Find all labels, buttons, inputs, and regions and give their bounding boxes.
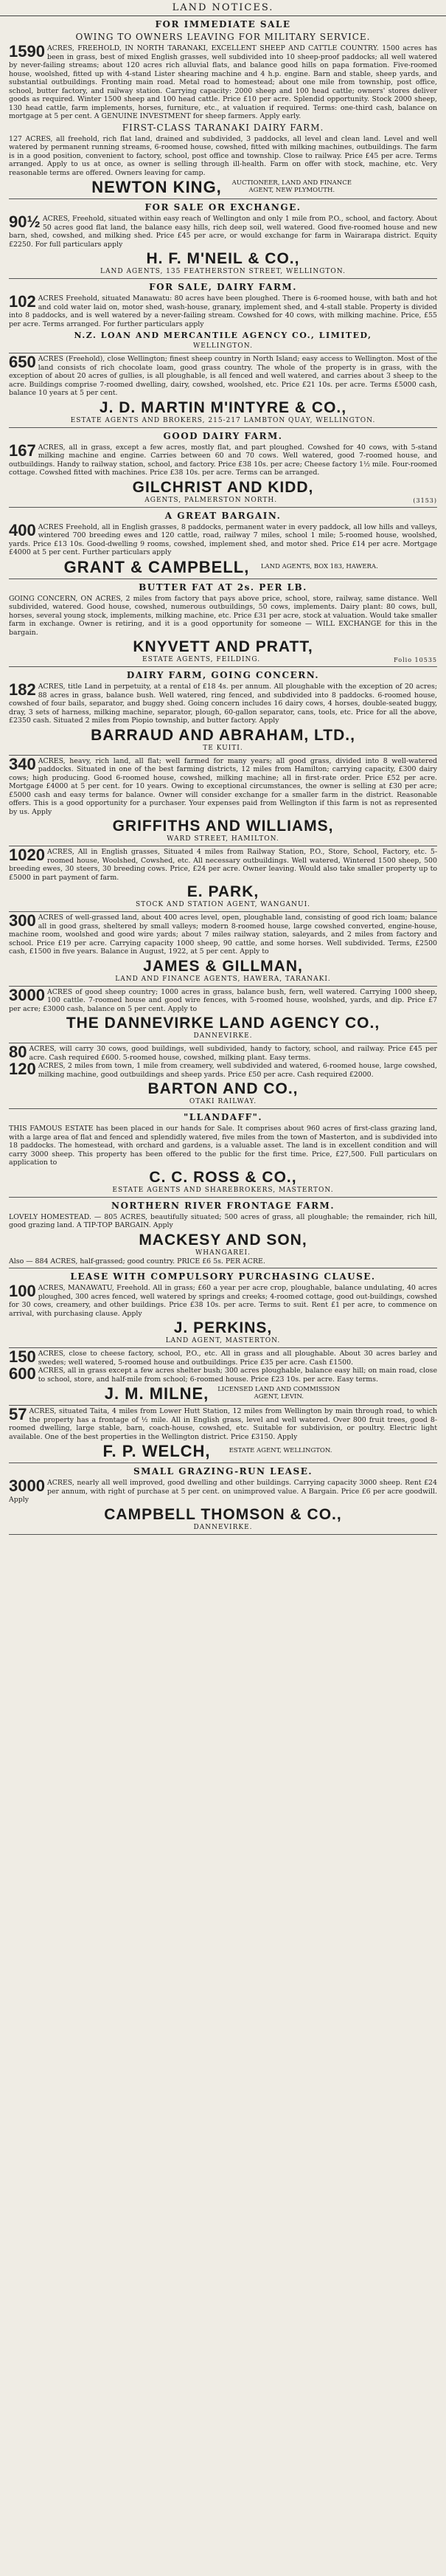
ad-body [9, 757, 437, 817]
ad-body [9, 294, 437, 328]
ad-body [9, 1364, 437, 1384]
ad-body [9, 1062, 437, 1079]
acreage-figure: 300 [9, 912, 36, 930]
agent-name: F. P. WELCH, [102, 1442, 211, 1460]
acreage-figure: 120 [9, 1060, 36, 1078]
agent-address: LAND AGENTS, 135 FEATHERSTON STREET, WELLINGTON. [100, 268, 346, 275]
ad-body [9, 680, 437, 725]
ad-body [9, 595, 437, 638]
ad-body [9, 520, 437, 557]
agent-address: OTAKI RAILWAY. [189, 1098, 257, 1105]
ad-heading: OWING TO OWNERS LEAVING FOR MILITARY SERVICE. [75, 32, 371, 42]
ad-text: ACRES of well-grassed land, about 400 acres level, open, ploughable land, consisting of good rich loam; balance all in good grass, sheltered by small valleys; modern 8-roomed house, large cowshed converted, engine-house, machine room, woolshed and good wire yards; about 7 miles railway station, saleyards, and 2 miles from factory and school. Price £19 per acre. Carrying capacity 1000 sheep, 90 cattle, and some horses. Well subdivided. Terms, £2500 cash, £1500 in five years. Balance in August, 1922, at 5 per cent. Apply to [9, 914, 437, 956]
ad-text: LOVELY HOMESTEAD. — 805 ACRES, beautifully situated; 500 acres of grass, all ploughable; the remainder, rich hill, good grazing land. A TIP-TOP BARGAIN. Apply [9, 1212, 437, 1229]
land-advertisement [9, 508, 437, 579]
land-advertisement [9, 1109, 437, 1198]
ad-body [9, 443, 437, 477]
agent-address: ESTATE AGENTS AND BROKERS, 215-217 LAMBTON QUAY, WELLINGTON. [70, 416, 376, 424]
ad-body [9, 1125, 437, 1167]
ad-text: ACRES, FREEHOLD, IN NORTH TARANAKI, EXCELLENT SHEEP AND CATTLE COUNTRY. 1500 acres has been in grass, best of mixed English grasses, well subdivided into 10 sheep-proof paddocks; all well watered by never-failing streams; about 120 acres rich alluvial flats, and balance good hills on papa formation. Five-roomed house, woolshed, fitted up with 4-stand Lister shearing machine and 4 h.p. engine. Barn and stable, sheep yards, and substantial outbuildings. Fronting main road. Metal road to homestead; about one mile from township, post office, school, butter factory, and railway station. Carrying capacity: 2000 sheep and 100 head cattle; owners' stores deliver goods as required. Winter 1500 sheep and 100 head cattle. Price £10 per acre. Splendid opportunity. Stock 2000 sheep, 130 head cattle, farm implements, horses, furniture, etc., at valuation if required. Terms: one-third cash, balance on mortgage at 5 per cent. A GENUINE INVESTMENT for sheep farmers. Apply early. [9, 44, 437, 120]
ad-body [9, 848, 437, 882]
ad-body: 127 ACRES, all freehold, rich flat land, drained and subdivided, 3 paddocks, all level and clean land. Level and well watered by permanent running streams, 6-roomed house, cowshed, fitted with milking machines, outbuildings. The farm is in a good position, convenient to factory, school, post office and township. Close to railway. Price £45 per acre. Terms arranged. Apply to us at once, as owner is selling through ill-health. Farm on offer with stock, machine, etc. Very reasonable terms are offered. Owners leaving for camp. [9, 134, 437, 177]
agent-address: AGENTS, PALMERSTON NORTH. (3153) [144, 496, 437, 504]
ad-subheading: FIRST-CLASS TARANAKI DAIRY FARM. [122, 122, 324, 133]
acreage-figure: 1590 [9, 42, 45, 61]
ad-text: GOING CONCERN, ON ACRES, 2 miles from factory that pays above price, school, store, railway, same distance. Well subdivided, watered. Good house, cowshed, numerous outbuildings, 50 cows, implements. Dairy plant: 80 cows, bull, horses, several young stock, implements, milking machine, etc. Price £31 per acre, stock at valuation. Would take smaller farm in exchange. Owner is retiring, and it is a good opportunity for someone — WILL EXCHANGE for this in the bargain. [9, 594, 437, 637]
agent-address: DANNEVIRKE. [193, 1032, 253, 1040]
agent-name: NEWTON KING, [91, 178, 222, 196]
agent-address: LAND AND FINANCE AGENTS, HAWERA, TARANAKI. [115, 975, 331, 983]
ad-note: Also — 884 ACRES, half-grassed; good country. PRICE £6 5s. PER ACRE. [9, 1257, 265, 1265]
ad-body [9, 44, 437, 121]
acreage-figure: 650 [9, 353, 36, 371]
acreage-figure: 3000 [9, 986, 45, 1004]
land-advertisement [9, 1406, 437, 1463]
ad-heading: GOOD DAIRY FARM. [163, 430, 283, 441]
land-advertisement [9, 199, 437, 279]
acreage-figure: 1020 [9, 846, 45, 864]
ad-text: ACRES, heavy, rich land, all flat; well farmed for many years; all good grass, divided into 8 well-watered paddocks. Situated in one of the best farming districts, 12 miles from Hamilton; carrying capacity, £300 dairy cows; high producing. Good 6-roomed house, cowshed, milking machine; all in first-rate order. Price £52 per acre. Mortgage £4000 at 5 per cent. for 10 years. Owing to exceptional circumstances, the owner is selling at £30 per acre; £5000 cash and easy terms for balance. Owner will consider exchange for a smaller farm in the district. Reasonable offers. This is a good opportunity for a purchaser. Your expenses paid from Wellington if this farm is not as represented by us. Apply [9, 756, 437, 816]
agent-name: CAMPBELL THOMSON & CO., [104, 1505, 342, 1523]
agent-name: JAMES & GILLMAN, [143, 957, 303, 975]
acreage-figure: 80 [9, 1043, 27, 1061]
ad-text: ACRES, nearly all well improved, good dwelling and other buildings. Carrying capacity 3000 sheep. Rent £24 per annum, with right of purchase at 5 per cent. on unimproved value. A Bargain. Price £6 per acre goodwill. Apply [9, 1479, 437, 1504]
land-advertisement [9, 912, 437, 987]
agent-address: ESTATE AGENT, WELLINGTON. [229, 1447, 332, 1454]
ad-heading: FOR SALE, DAIRY FARM. [149, 282, 297, 292]
land-advertisement [9, 987, 437, 1044]
land-advertisement [9, 1268, 437, 1348]
land-advertisement [9, 756, 437, 847]
agent-name: GRANT & CAMPBELL, [63, 557, 250, 576]
acreage-figure: 150 [9, 1348, 36, 1366]
ad-heading: FOR SALE OR EXCHANGE. [144, 202, 302, 213]
agent-name: MACKESY AND SON, [139, 1231, 307, 1249]
agent-address: DANNEVIRKE. [193, 1523, 253, 1531]
agent-address: LAND AGENT, MASTERTON. [165, 1337, 281, 1344]
agent-name: N.Z. LOAN AND MERCANTILE AGENCY CO., LIMITED, [74, 331, 372, 340]
land-advertisement [9, 846, 437, 912]
acreage-figure: 90½ [9, 213, 41, 231]
ad-heading: FOR IMMEDIATE SALE [155, 19, 291, 30]
land-advertisement [9, 16, 437, 199]
ad-heading: BUTTER FAT AT 2s. PER LB. [139, 581, 307, 593]
agent-block [9, 1441, 437, 1460]
agent-name: GILCHRIST AND KIDD, [132, 478, 314, 496]
agent-address: STOCK AND STATION AGENT, WANGANUI. [135, 901, 311, 908]
land-advertisement [9, 353, 437, 428]
agent-address: WARD STREET, HAMILTON. [167, 835, 279, 843]
ad-heading: SMALL GRAZING-RUN LEASE. [133, 1466, 313, 1477]
acreage-figure: 100 [9, 1282, 36, 1300]
ad-text: ACRES, 2 miles from town, 1 mile from creamery, well subdivided and watered, 6-roomed house, large cowshed, milking machine, good outbuildings and sheep yards. Price £50 per acre. Cash required £2000. [38, 1062, 437, 1079]
agent-address: ESTATE AGENTS, FEILDING. Folio 10535 [142, 656, 437, 663]
agent-name: BARRAUD AND ABRAHAM, LTD., [91, 726, 355, 744]
land-advertisement [9, 428, 437, 508]
agent-block [9, 1384, 437, 1403]
classified-column [0, 16, 446, 1535]
agent-name: J. M. MILNE, [104, 1384, 209, 1403]
ad-text: ACRES, title Land in perpetuity, at a rental of £18 4s. per annum. All ploughable with the exception of 20 acres; 88 acres in grass, balance bush. Well watered, ring fenced, and subdivided into 8 paddocks. 6-roomed house, cowshed of four bails, separator, and buggy shed. Going concern includes 16 dairy cows, 4 horses, double-seated buggy, dray, 3 sets of harness, milking machine, separator, plough, 60-gallon separator, cans, tools, etc. Price for all the above, £2350 cash. Situated 2 miles from Piopio township, and butter factory. Apply [9, 683, 437, 725]
ad-body [9, 355, 437, 398]
ad-text: ACRES, will carry 30 cows, good buildings, well subdivided, handy to factory, school, and railway. Price £45 per acre. Cash required £600. 5-roomed house, cowshed, milking plant. Easy terms. [29, 1045, 437, 1062]
ad-body [9, 1479, 437, 1505]
agent-address: AUCTIONEER, LAND AND FINANCE AGENT, NEW PLYMOUTH. [231, 179, 352, 194]
ad-body [9, 1045, 437, 1062]
agent-address: LAND AGENTS, BOX 183, HAWERA. [260, 562, 378, 570]
ad-heading: "LLANDAFF". [183, 1112, 263, 1122]
ad-text: ACRES, MANAWATU, Freehold. All in grass; £60 a year per acre crop, ploughable, balance undulating, 40 acres ploughed, 300 acres fenced, well watered by springs and creeks; 4-roomed cottage, good out-buildings, cowshed for 30 cows, creamery, and other buildings. Price £38 10s. per acre. Terms to suit. Rent £1 per acre, to commence on arrival, with purchasing clause. Apply [9, 1284, 437, 1318]
ad-body [9, 1350, 437, 1367]
acreage-figure: 57 [9, 1406, 27, 1423]
ad-text: THIS FAMOUS ESTATE has been placed in our hands for Sale. It comprises about 960 acres of first-class grazing land, with a large area of flat and fenced and splendidly watered, five miles from the town of Masterton, and is subdivided into 18 paddocks. The homestead, with orchard and gardens, is a valuable asset. The land is in excellent condition and will carry 3000 sheep. This property has been offered to the public for the first time. Price, £27,500. Full particulars on application to [9, 1125, 437, 1167]
ad-body [9, 1407, 437, 1441]
agent-name: J. D. MARTIN M'INTYRE & CO., [99, 398, 347, 416]
agent-name: KNYVETT AND PRATT, [133, 638, 313, 655]
agent-name: E. PARK, [187, 883, 259, 900]
ad-text: ACRES of good sheep country; 1000 acres in grass, balance bush, fern, well watered. Carrying 1000 sheep, 100 cattle. 7-roomed house and good wire fences, with 5-roomed house, woolshed, yards, and dip. Price £7 per acre; £3000 cash, balance on 5 per cent. Apply to [9, 987, 437, 1013]
land-advertisement [9, 1198, 437, 1269]
ad-text: ACRES (Freehold), close Wellington; finest sheep country in North Island; easy access to Wellington. Most of the land consists of rich chocolate loam, good grass country. The whole of the property is in grass, with the exception of about 20 acres of gullies, is all ploughable, is all fenced and well watered, and carries about 3 sheep to the acre. Buildings comprise 7-roomed dwelling, dairy, cowshed, woolshed, etc. Price £21 10s. per acre. Terms £5000 cash, balance 10 years at 5 per cent. [9, 355, 437, 397]
ad-text: ACRES, close to cheese factory, school, P.O., etc. All in grass and all ploughable. About 30 acres barley and swedes; well watered, 5-roomed house and outbuildings. Price £35 per acre. Cash £1500. [38, 1350, 437, 1367]
agent-block [9, 177, 437, 196]
agent-address: ESTATE AGENTS AND SHAREBROKERS, MASTERTON. [112, 1186, 334, 1194]
land-advertisement [9, 667, 437, 756]
agent-block [9, 557, 437, 576]
ad-text: ACRES Freehold, all in English grasses, 8 paddocks, permanent water in every paddock, all low hills and valleys, wintered 700 breeding ewes and 120 cattle, road, railway 7 miles, school 1 mile; 5-roomed house, woolshed, yards. Price £13 10s. Good-dwelling 9 rooms, cowshed, implement shed, and motor shed. Price £14 per acre. Mortgage £4000 at 5 per cent. Further particulars apply [9, 522, 437, 556]
agent-name: J. PERKINS, [173, 1319, 273, 1336]
ad-body [9, 1213, 437, 1230]
land-advertisement [9, 1463, 437, 1535]
agent-name: C. C. ROSS & CO., [149, 1168, 297, 1186]
acreage-figure: 600 [9, 1364, 36, 1383]
acreage-figure: 182 [9, 680, 36, 699]
ad-heading: A GREAT BARGAIN. [164, 510, 282, 521]
ad-body [9, 988, 437, 1014]
ad-body [9, 1284, 437, 1318]
land-advertisement [9, 1043, 437, 1109]
acreage-figure: 167 [9, 441, 36, 460]
agent-address: WHANGAREI. [195, 1249, 251, 1257]
acreage-figure: 340 [9, 755, 36, 773]
ad-text: ACRES, all in grass, except a few acres, mostly flat, and part ploughed. Cowshed for 40 cows, with 5-stand milking machine and engine. Carries between 60 and 70 cows. Well watered, good 7-roomed house, and outbuildings. Handy to railway station, school, and factory. Price £38 10s. per acre; Cheese factory 1½ mile. Four-roomed cottage. Cowshed fitted with machines. Price £38 10s. per acre. Terms can be arranged. [9, 443, 437, 477]
land-advertisement [9, 279, 437, 353]
folio-reference: (3153) [413, 497, 437, 504]
ad-text: ACRES Freehold, situated Manawatu: 80 acres have been ploughed. There is 6-roomed house, with bath and hot and cold water laid on, motor shed, wash-house, granary, implement shed, and 4-stall stable. Property is divided into 8 paddocks, and is well watered by a never-failing stream. Cowshed for 40 cows, with milking machine. Price, £55 per acre. Terms arranged. For further particulars apply [9, 294, 437, 328]
agent-name: H. F. M'NEIL & CO., [146, 250, 300, 267]
ad-heading: DAIRY FARM, GOING CONCERN. [126, 670, 320, 680]
ad-body [9, 914, 437, 956]
agent-address: LICENSED LAND AND COMMISSION AGENT, LEVIN. [217, 1386, 341, 1401]
agent-name: BARTON AND CO., [147, 1080, 299, 1097]
section-masthead: LAND NOTICES. [0, 0, 446, 16]
agent-name: GRIFFITHS AND WILLIAMS, [112, 818, 334, 835]
ad-body [9, 215, 437, 249]
ad-text: ACRES, All in English grasses, Situated 4 miles from Railway Station, P.O., Store, School, Factory, etc. 5-roomed house, Woolshed, Cowshed, etc. All necessary outbuildings. Well watered, Wintered 1500 sheep, 500 breeding ewes, 30 steers, 30 breeding cows. Price, £24 per acre. Owner leaving. Would also take smaller property up to £5000 in part payment of farm. [9, 848, 437, 882]
acreage-figure: 102 [9, 292, 36, 311]
ad-heading: LEASE WITH COMPULSORY PURCHASING CLAUSE. [70, 1271, 376, 1282]
land-advertisement [9, 579, 437, 668]
ad-heading: NORTHERN RIVER FRONTAGE FARM. [111, 1200, 335, 1211]
acreage-figure: 400 [9, 520, 36, 539]
agent-address: TE KUITI. [203, 744, 243, 752]
ad-text: ACRES, situated Taita, 4 miles from Lower Hutt Station, 12 miles from Wellington by main through road, to which the property has a frontage of ½ mile. All in English grass, level and well watered. Over 800 fruit trees, good 8-roomed dwelling, large stable, barn, coach-house, cowshed, etc. Suitable for subdivision, or poultry. Electric light available. One of the best properties in the Wellington district. Price £3150. Apply [9, 1407, 437, 1441]
ad-text: ACRES, Freehold, situated within easy reach of Wellington and only 1 mile from P.O., school, and factory. About 50 acres good flat land, the balance easy hills, rich deep soil, well watered. Good five-roomed house and new barn, shed, cowshed, and milking shed. Price £45 per acre, or would exchange for farm in Wairarapa district. Equity £2250. For full particulars apply [9, 215, 437, 249]
ad-text: ACRES, all in grass except a few acres shelter bush; 300 acres ploughable, balance easy hill; on main road, close to school, store, and half-mile from school; 6-roomed house. Price £23 10s. per acre. Easy terms. [38, 1367, 437, 1384]
acreage-figure: 3000 [9, 1477, 45, 1495]
land-advertisement [9, 1348, 437, 1406]
agent-name: THE DANNEVIRKE LAND AGENCY CO., [66, 1015, 380, 1032]
folio-reference: Folio 10535 [394, 657, 437, 663]
agent-address: WELLINGTON. [193, 342, 253, 350]
